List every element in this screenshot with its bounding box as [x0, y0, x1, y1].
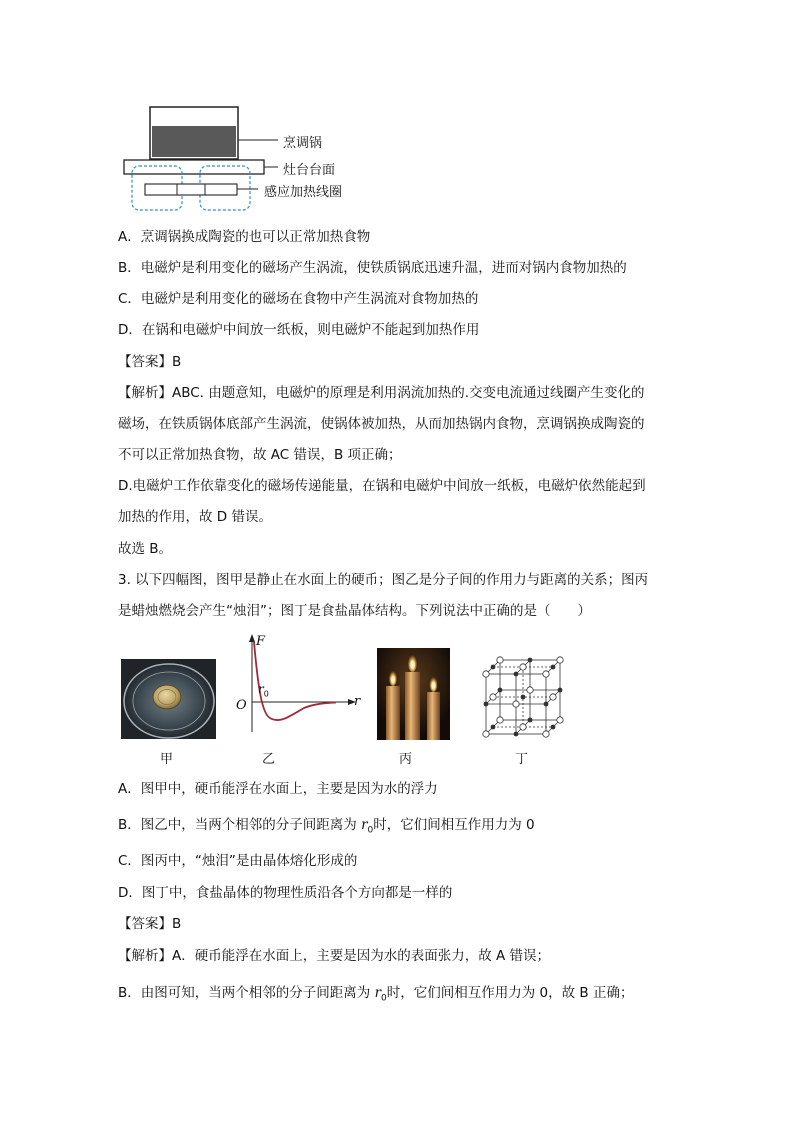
figure-bing-candles: [377, 648, 450, 740]
graph-origin-label: O: [236, 698, 247, 713]
coin-on-water-image: [121, 659, 216, 739]
stove-top: [124, 160, 264, 174]
q3-analysis-b: B．由图可知，当两个相邻的分子间距离为 $r_0$时，它们间相互作用力为 0，故 B 正确；: [118, 985, 634, 1004]
q2-option-a: A．烹调锅换成陶瓷的也可以正常加热食物: [118, 229, 371, 245]
figure-ding-salt-crystal: [478, 656, 568, 746]
q2-analysis-line-5: 加热的作用，故 D 错误。: [118, 509, 272, 525]
figure-yi-force-graph: [232, 632, 367, 742]
q2-analysis-line-1: 【解析】ABC. 由题意知，电磁炉的原理是利用涡流加热的.交变电流通过线圈产生变化的: [118, 385, 645, 401]
figure-label-ding: 丁: [515, 752, 529, 767]
induction-cooker-diagram: [118, 100, 378, 215]
stove-label: 灶台台面: [283, 163, 336, 178]
coil: [145, 184, 237, 195]
candles-image: [377, 648, 450, 740]
force-distance-graph: [232, 632, 367, 742]
pot-label: 烹调锅: [283, 136, 323, 151]
pot-contents: [152, 126, 236, 157]
figure-label-jia: 甲: [160, 752, 174, 767]
q2-option-c: C．电磁炉是利用变化的磁场在食物中产生涡流对食物加热的: [118, 291, 479, 307]
q3-analysis-a: 【解析】A．硬币能浮在水面上，主要是因为水的表面张力，故 A 错误；: [118, 948, 551, 964]
q2-analysis-line-4: D.电磁炉工作依靠变化的磁场传递能量，在锅和电磁炉中间放一纸板，电磁炉依然能起到: [118, 478, 646, 494]
q3-stem-line-1: 3. 以下四幅图，图甲是静止在水面上的硬币；图乙是分子间的作用力与距离的关系；图丙: [118, 572, 649, 588]
salt-crystal-lattice: [478, 656, 568, 746]
figure-label-bing: 丙: [399, 752, 413, 767]
coil-label: 感应加热线圈: [264, 185, 343, 200]
figure-label-yi: 乙: [262, 752, 276, 767]
figure-jia-coin: [121, 659, 216, 739]
graph-x-axis-label: r: [354, 694, 361, 709]
q3-stem-line-2: 是蜡烛燃烧会产生“烛泪”；图丁是食盐晶体结构。下列说法中正确的是（ ）: [118, 603, 591, 619]
q2-analysis-line-2: 磁场，在铁质锅体底部产生涡流，使锅体被加热，从而加热锅内食物，烹调锅换成陶瓷的: [118, 416, 645, 432]
q2-analysis-line-3: 不可以正常加热食物，故 AC 错误，B 项正确；: [118, 447, 402, 463]
q2-option-b: B．电磁炉是利用变化的磁场产生涡流，使铁质锅底迅速升温，进而对锅内食物加热的: [118, 260, 627, 276]
q3-answer: 【答案】B: [118, 916, 182, 932]
graph-y-axis-label: F: [256, 634, 266, 649]
q3-option-d: D．图丁中，食盐晶体的物理性质沿各个方向都是一样的: [118, 885, 453, 901]
q2-answer: 【答案】B: [118, 354, 182, 370]
q3-option-a: A．图甲中，硬币能浮在水面上，主要是因为水的浮力: [118, 781, 438, 797]
q3-option-c: C．图丙中，“烛泪”是由晶体熔化形成的: [118, 853, 358, 869]
q3-option-b: B．图乙中，当两个相邻的分子间距离为 $r_0$时，它们间相互作用力为 0: [118, 817, 535, 836]
graph-r0-label: $r_0$: [258, 682, 269, 699]
q2-conclusion: 故选 B。: [118, 541, 173, 557]
q2-option-d: D．在锅和电磁炉中间放一纸板，则电磁炉不能起到加热作用: [118, 322, 480, 338]
